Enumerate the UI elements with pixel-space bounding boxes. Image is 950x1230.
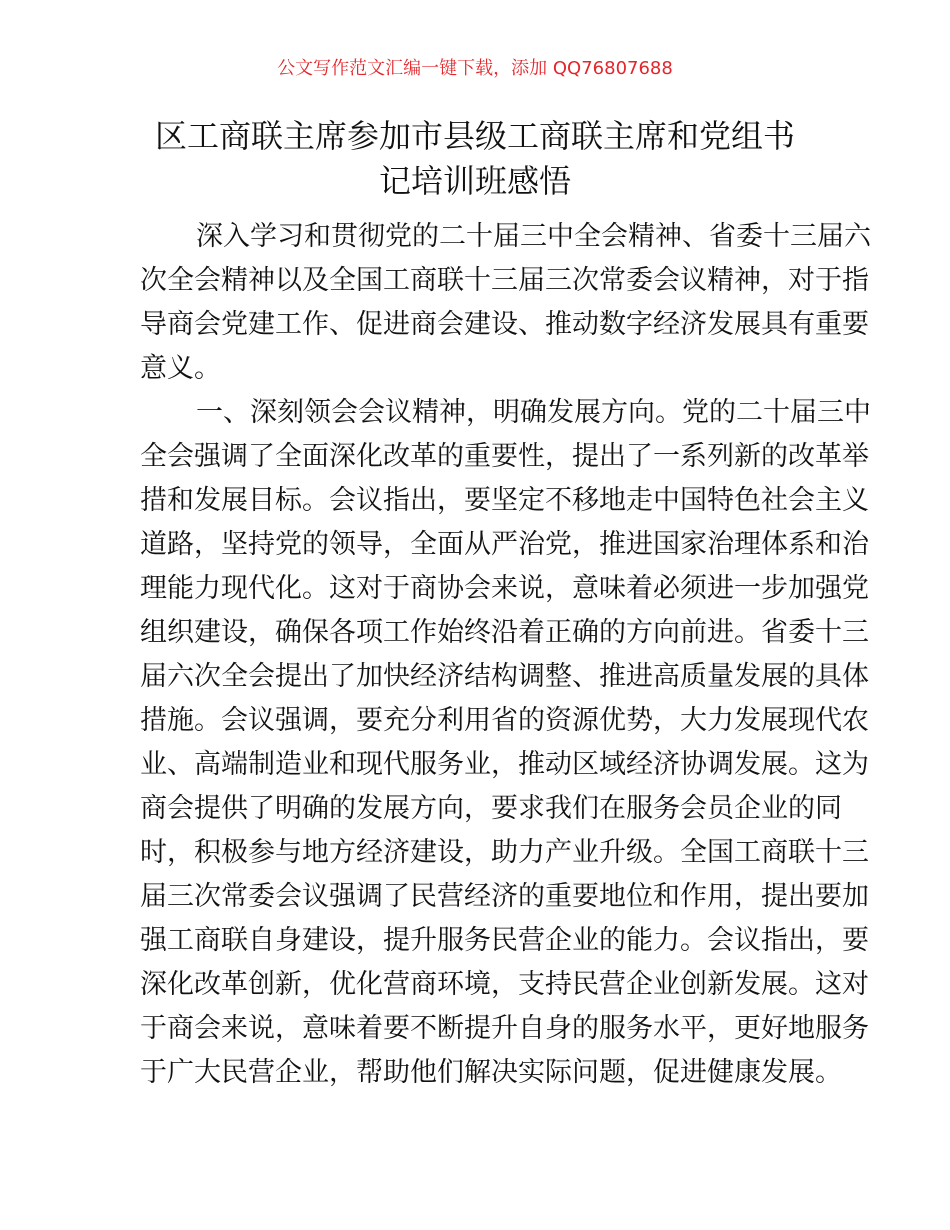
- paragraph-line: 届六次全会提出了加快经济结构调整、推进高质量发展的具体: [140, 661, 869, 692]
- paragraph-line: 措和发展目标。会议指出，要坚定不移地走中国特色社会主义: [140, 485, 869, 516]
- paragraph: [140, 215, 871, 391]
- paragraph: [140, 391, 871, 1095]
- paragraph-line: 于广大民营企业，帮助他们解决实际问题，促进健康发展。: [140, 1057, 842, 1088]
- paragraph-line: 意义。: [140, 353, 221, 384]
- document-title: [0, 114, 950, 204]
- paragraph-line: 深入学习和贯彻党的二十届三中全会精神、省委十三届六: [196, 221, 871, 252]
- paragraph-line: 一、深刻领会会议精神，明确发展方向。党的二十届三中: [196, 397, 871, 428]
- paragraph-line: 导商会党建工作、促进商会建设、推动数字经济发展具有重要: [140, 309, 869, 340]
- paragraph-line: 理能力现代化。这对于商协会来说，意味着必须进一步加强党: [140, 573, 869, 604]
- paragraph-line: 全会强调了全面深化改革的重要性，提出了一系列新的改革举: [140, 441, 869, 472]
- document-body: [140, 215, 871, 1095]
- paragraph-line: 业、高端制造业和现代服务业，推动区域经济协调发展。这为: [140, 749, 869, 780]
- paragraph-line: 措施。会议强调，要充分利用省的资源优势，大力发展现代农: [140, 705, 869, 736]
- paragraph-line: 届三次常委会议强调了民营经济的重要地位和作用，提出要加: [140, 881, 869, 912]
- paragraph-line: 次全会精神以及全国工商联十三届三次常委会议精神，对于指: [140, 265, 869, 296]
- paragraph-line: 道路，坚持党的领导，全面从严治党，推进国家治理体系和治: [140, 529, 869, 560]
- paragraph-line: 时，积极参与地方经济建设，助力产业升级。全国工商联十三: [140, 837, 869, 868]
- paragraph-line: 深化改革创新，优化营商环境，支持民营企业创新发展。这对: [140, 969, 869, 1000]
- paragraph-line: 商会提供了明确的发展方向，要求我们在服务会员企业的同: [140, 793, 842, 824]
- paragraph-line: 于商会来说，意味着要不断提升自身的服务水平，更好地服务: [140, 1013, 869, 1044]
- title-line: 区工商联主席参加市县级工商联主席和党组书: [154, 117, 795, 155]
- paragraph-line: 组织建设，确保各项工作始终沿着正确的方向前进。省委十三: [140, 617, 869, 648]
- title-line: 记培训班感悟: [378, 162, 571, 200]
- paragraph-line: 强工商联自身建设，提升服务民营企业的能力。会议指出，要: [140, 925, 869, 956]
- download-notice: 公文写作范文汇编一键下载，添加 QQ76807688: [277, 58, 673, 79]
